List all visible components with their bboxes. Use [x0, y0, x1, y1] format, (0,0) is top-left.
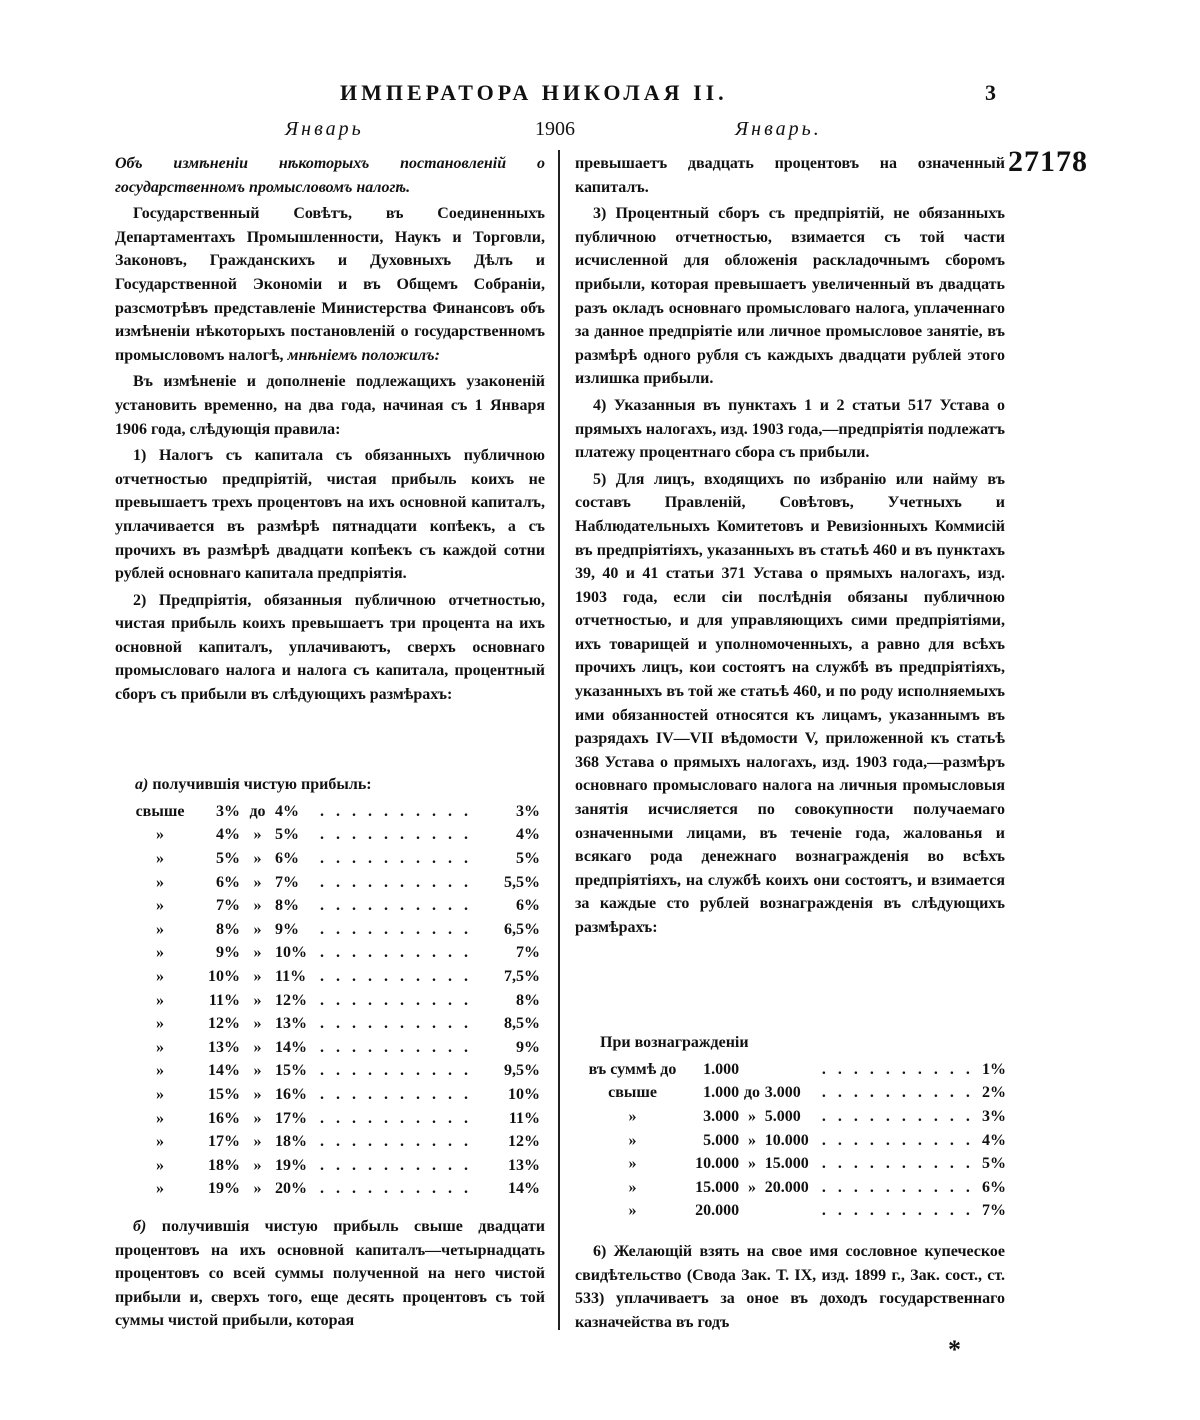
- column-divider: [558, 150, 560, 1330]
- cell-to: 5%: [275, 826, 299, 844]
- table-row: [578, 1082, 1006, 1106]
- cell-from: 10.000: [695, 1155, 740, 1173]
- leader-dots: . . . . . . . . . .: [320, 920, 472, 938]
- cell-to: 9%: [275, 920, 299, 938]
- cell-to-word: »: [253, 849, 262, 867]
- cell-from: 18%: [208, 1156, 240, 1174]
- cell-from: 5%: [216, 849, 240, 867]
- cell-rate: 3%: [982, 1107, 1006, 1125]
- cell-pre: свыше: [608, 1084, 657, 1102]
- cell-pre: »: [156, 873, 164, 891]
- table-row: [135, 1060, 540, 1084]
- table-row: [578, 1152, 1006, 1176]
- cell-to-word: »: [253, 920, 262, 938]
- table-row: [578, 1129, 1006, 1153]
- cell-to-word: [739, 1058, 765, 1082]
- cell-from: 3.000: [703, 1107, 740, 1125]
- table-row: [135, 1012, 540, 1036]
- leader-dots: . . . . . . . . . .: [320, 1156, 472, 1174]
- cell-from: 20.000: [695, 1202, 740, 1220]
- leader-dots: . . . . . . . . . .: [821, 1107, 974, 1125]
- table-row: [135, 1178, 540, 1202]
- cell-pre: »: [156, 991, 164, 1009]
- cell-pre: »: [156, 897, 164, 915]
- leader-dots: . . . . . . . . . .: [821, 1060, 974, 1078]
- cell-rate: 7%: [982, 1202, 1006, 1220]
- cell-pre: »: [156, 1109, 164, 1127]
- cell-to-word: »: [747, 1107, 756, 1125]
- paragraph-italic: мнѣніемъ положилъ:: [287, 346, 440, 364]
- label-letter: а): [135, 776, 149, 793]
- leader-dots: . . . . . . . . . .: [320, 991, 472, 1009]
- leader-dots: . . . . . . . . . .: [320, 1015, 472, 1033]
- paragraph: [115, 202, 545, 367]
- cell-rate: 6,5%: [504, 920, 540, 938]
- cell-to: 13%: [275, 1015, 307, 1033]
- cell-rate: 7%: [516, 944, 540, 962]
- cell-from: 1.000: [703, 1084, 740, 1102]
- cell-rate: 3%: [516, 802, 540, 820]
- law-number: 27178: [1008, 145, 1088, 178]
- leader-dots: . . . . . . . . . .: [320, 1180, 472, 1198]
- leader-dots: . . . . . . . . . .: [320, 826, 472, 844]
- cell-rate: 5,5%: [504, 873, 540, 891]
- table-row: [135, 1083, 540, 1107]
- cell-pre: »: [628, 1155, 637, 1173]
- cell-from: 8%: [216, 920, 240, 938]
- paragraph-item-2: 2) Предпріятія, обязанныя публичною отчетностью, чистая прибыль коихъ превышаетъ три процента на ихъ основной капиталъ, уплачиваютъ, сверхъ основнаго промысловаго налога и налога съ капитала, процентный сборъ съ прибыли въ слѣдующихъ размѣрахъ:: [115, 591, 545, 704]
- paragraph-item-6: 6) Желающій взять на свое имя сословное купеческое свидѣтельство (Свода Зак. Т. IX, изд. 1899 г., Зак. сост., ст. 533) уплачиваетъ за оное въ доходъ государственнаго казначейства въ годъ: [575, 1243, 1005, 1331]
- cell-to-word: »: [747, 1178, 756, 1196]
- leader-dots: . . . . . . . . . .: [821, 1131, 974, 1149]
- cell-from: 15.000: [695, 1178, 740, 1196]
- leader-dots: . . . . . . . . . .: [320, 967, 472, 985]
- table-row: [135, 1130, 540, 1154]
- leader-dots: . . . . . . . . . .: [320, 1133, 472, 1151]
- cell-to-word: »: [747, 1155, 756, 1173]
- cell-rate: 6%: [982, 1178, 1006, 1196]
- leader-dots: . . . . . . . . . .: [821, 1202, 974, 1220]
- leader-dots: . . . . . . . . . .: [320, 1109, 472, 1127]
- cell-to: 20.000: [764, 1178, 809, 1196]
- cell-from: 4%: [216, 826, 240, 844]
- cell-to-word: »: [253, 873, 262, 891]
- cell-pre: въ суммѣ до: [588, 1060, 677, 1078]
- table-row: [135, 800, 540, 824]
- cell-pre: »: [628, 1178, 637, 1196]
- cell-rate: 8,5%: [504, 1015, 540, 1033]
- cell-from: 13%: [208, 1038, 240, 1056]
- cell-pre: »: [156, 1038, 164, 1056]
- paragraph: Въ измѣненіе и дополненіе подлежащихъ узаконеній установить временно, на два года, начиная съ 1 Января 1906 года, слѣдующія правила:: [115, 373, 545, 438]
- paragraph-item-3: 3) Процентный сборъ съ предпріятій, не обязанныхъ публичною отчетностью, взимается съ той части исчисленной для обложенія раскладочнымъ сборомъ прибыли, которая превышаетъ увеличенный въ двадцать разъ окладъ основнаго промысловаго налога, уплаченнаго за данное предпріятіе или личное промысловое занятіе, въ размѣрѣ одного рубля съ каждыхъ двадцати рублей этого излишка прибыли.: [575, 205, 1005, 388]
- cell-rate: 10%: [508, 1085, 540, 1103]
- cell-to-word: »: [253, 1109, 262, 1127]
- leader-dots: . . . . . . . . . .: [320, 1085, 472, 1103]
- page-header-title: ИМПЕРАТОРА НИКОЛАЯ II.: [340, 80, 728, 105]
- cell-to: 15%: [275, 1062, 307, 1080]
- paragraph-item-4: 4) Указанныя въ пунктахъ 1 и 2 статьи 517 Устава о прямыхъ налогахъ, изд. 1903 года,—предпріятія подлежатъ платежу процентнаго сбора съ прибыли.: [575, 396, 1005, 462]
- cell-to: 6%: [275, 849, 299, 867]
- cell-to-word: до: [249, 802, 266, 820]
- cell-rate: 9%: [516, 1038, 540, 1056]
- cell-pre: »: [156, 1180, 164, 1198]
- cell-to: 20%: [275, 1180, 307, 1198]
- footnote-asterisk: *: [948, 1335, 961, 1364]
- cell-rate: 2%: [982, 1084, 1006, 1102]
- cell-from: 15%: [208, 1085, 240, 1103]
- cell-to-word: »: [253, 1015, 262, 1033]
- cell-to-word: »: [253, 944, 262, 962]
- table-row: [578, 1200, 1006, 1224]
- cell-to-word: »: [253, 991, 262, 1009]
- cell-to: [765, 1058, 822, 1082]
- cell-to-word: »: [253, 1180, 262, 1198]
- cell-rate: 1%: [982, 1060, 1006, 1078]
- cell-from: 14%: [208, 1062, 240, 1080]
- salary-table-label: При вознагражденіи: [600, 1034, 749, 1051]
- salary-rate-table: [578, 1058, 1006, 1223]
- leader-dots: . . . . . . . . . .: [320, 944, 472, 962]
- cell-from: 16%: [208, 1109, 240, 1127]
- leader-dots: . . . . . . . . . .: [320, 873, 472, 891]
- cell-to: 17%: [275, 1109, 307, 1127]
- cell-to-word: »: [253, 1038, 262, 1056]
- paragraph: превышаетъ двадцать процентовъ на означенный капиталъ.: [575, 155, 1005, 196]
- cell-pre: »: [156, 826, 164, 844]
- leader-dots: . . . . . . . . . .: [821, 1084, 974, 1102]
- leader-dots: . . . . . . . . . .: [821, 1178, 974, 1196]
- paragraph-item-b: [115, 1215, 545, 1333]
- cell-pre: свыше: [135, 802, 185, 820]
- cell-to: 16%: [275, 1085, 307, 1103]
- cell-to-word: »: [253, 897, 262, 915]
- cell-rate: 6%: [516, 897, 540, 915]
- label-text: получившія чистую прибыль:: [152, 776, 372, 793]
- cell-rate: 5%: [516, 849, 540, 867]
- cell-to: 3.000: [764, 1084, 801, 1102]
- paragraph-item-1: 1) Налогъ съ капитала съ обязанныхъ публичною отчетностью предпріятій, чистая прибыль коихъ не превышаетъ трехъ процентовъ на ихъ основной капиталъ, уплачивается въ размѣрѣ пятнадцати копѣекъ, а съ прочихъ въ размѣрѣ двадцати копѣекъ съ каждой сотни рублей основнаго капитала предпріятія.: [115, 447, 545, 583]
- cell-from: 9%: [216, 944, 240, 962]
- cell-pre: »: [156, 920, 164, 938]
- leader-dots: . . . . . . . . . .: [320, 1038, 472, 1056]
- table-row: [135, 942, 540, 966]
- leader-dots: . . . . . . . . . .: [320, 1062, 472, 1080]
- cell-to: 14%: [275, 1038, 307, 1056]
- cell-from: 19%: [208, 1180, 240, 1198]
- cell-from: 5.000: [703, 1131, 740, 1149]
- cell-rate: 9,5%: [504, 1062, 540, 1080]
- table-row: [135, 824, 540, 848]
- cell-to: [765, 1200, 822, 1224]
- cell-from: 7%: [216, 897, 240, 915]
- cell-pre: »: [628, 1131, 637, 1149]
- cell-from: 3%: [216, 802, 240, 820]
- table-row: [135, 989, 540, 1013]
- table-row: [135, 894, 540, 918]
- paragraph-text: получившія чистую прибыль свыше двадцати процентовъ на ихъ основной капиталъ—четырнадцать процентовъ со всей суммы полученной на него чистой прибыли и, сверхъ того, еще десять процентовъ съ той суммы чистой прибыли, которая: [115, 1218, 546, 1330]
- month-left: Январь: [285, 118, 364, 140]
- cell-to: 18%: [275, 1133, 307, 1151]
- table-row: [578, 1176, 1006, 1200]
- cell-to-word: »: [747, 1131, 756, 1149]
- leader-dots: . . . . . . . . . .: [821, 1155, 974, 1173]
- table-row: [135, 965, 540, 989]
- page-number: 3: [985, 80, 996, 105]
- paragraph-item-5: 5) Для лицъ, входящихъ по избранію или найму въ составъ Правленій, Совѣтовъ, Учетныхъ и Наблюдательныхъ Комитетовъ и Ревизіонныхъ Коммисій въ предпріятіяхъ, указанныхъ въ статьѣ 460 и въ пунктахъ 39, 40 и 41 статьи 371 Устава о прямыхъ налогахъ, изд. 1903 года, если сіи послѣднія обязаны публичною отчетностью, и для управляющихъ сими предпріятіями, ихъ товарищей и уполномоченныхъ, а равно для всѣхъ прочихъ лицъ, кои состоятъ на службѣ въ предпріятіяхъ, указанныхъ въ той же статьѣ 460, и по роду исполняемыхъ ими обязанностей относятся къ лицамъ, указаннымъ въ разрядахъ IV—VII вѣдомости V, приложенной къ статьѣ 368 Устава о прямыхъ налогахъ, изд. 1903 года,—размѣръ основнаго промысловаго налога на личныя промысловыя занятія исчисляется по совокупности получаемаго означенными лицами, въ теченіе года, жалованья и всякаго рода денежнаго вознагражденія во всѣхъ предпріятіяхъ, на службѣ коихъ они состоятъ, и взимается за каждые сто рублей вознагражденія въ слѣдующихъ размѣрахъ:: [575, 470, 1005, 936]
- cell-pre: »: [156, 849, 164, 867]
- cell-pre: »: [156, 1133, 164, 1151]
- cell-rate: 4%: [516, 826, 540, 844]
- right-bottom: [575, 1240, 1005, 1337]
- cell-to: 19%: [275, 1156, 307, 1174]
- cell-to: 15.000: [764, 1155, 809, 1173]
- cell-to-word: »: [253, 826, 262, 844]
- cell-to-word: »: [253, 1085, 262, 1103]
- cell-to: 8%: [275, 897, 299, 915]
- label-letter: б): [133, 1218, 147, 1235]
- left-bottom: [115, 1215, 545, 1336]
- cell-to: 4%: [275, 802, 299, 820]
- table-row: [135, 871, 540, 895]
- cell-to: 11%: [275, 967, 307, 985]
- table-row: [135, 1036, 540, 1060]
- leader-dots: . . . . . . . . . .: [320, 849, 472, 867]
- cell-to-word: »: [253, 1133, 262, 1151]
- cell-to-word: [739, 1200, 765, 1224]
- cell-to: 10.000: [764, 1131, 809, 1149]
- cell-pre: »: [156, 1156, 164, 1174]
- month-right: Январь.: [735, 118, 822, 140]
- cell-to: 10%: [275, 944, 307, 962]
- paragraph-text: Государственный Совѣтъ, въ Соединенныхъ Департаментахъ Промышленности, Наукъ и Торговли, Законовъ, Гражданскихъ и Духовныхъ Дѣлъ и Государственной Экономіи и въ Общемъ Собраніи, разсмотрѣвъ представленіе Министерства Финансовъ объ измѣненіи нѣкоторыхъ постановленій о государственномъ промысловомъ налогѣ,: [115, 205, 545, 364]
- cell-to-word: до: [743, 1084, 760, 1102]
- table-row: [578, 1105, 1006, 1129]
- table-row: [135, 1107, 540, 1131]
- cell-from: 6%: [216, 873, 240, 891]
- cell-pre: »: [156, 1062, 164, 1080]
- cell-from: 11%: [208, 991, 240, 1009]
- cell-pre: »: [628, 1202, 637, 1220]
- profit-rate-table: [135, 800, 540, 1201]
- cell-to: 5.000: [764, 1107, 801, 1125]
- right-column: [575, 152, 1005, 943]
- cell-pre: »: [628, 1107, 637, 1125]
- cell-rate: 14%: [508, 1180, 540, 1198]
- table-row: [135, 847, 540, 871]
- cell-to-word: »: [253, 967, 262, 985]
- table-row: [135, 1154, 540, 1178]
- cell-pre: »: [156, 944, 164, 962]
- cell-rate: 8%: [516, 991, 540, 1009]
- left-column: [115, 152, 545, 710]
- cell-from: 12%: [208, 1015, 240, 1033]
- cell-from: 10%: [208, 967, 240, 985]
- table-row: [135, 918, 540, 942]
- cell-pre: »: [156, 1015, 164, 1033]
- profit-table-label: [135, 776, 372, 794]
- table-row: [578, 1058, 1006, 1082]
- cell-to: 7%: [275, 873, 299, 891]
- leader-dots: . . . . . . . . . .: [320, 802, 472, 820]
- cell-rate: 13%: [508, 1156, 540, 1174]
- cell-pre: »: [156, 1085, 164, 1103]
- cell-to: 12%: [275, 991, 307, 1009]
- cell-from: 1.000: [703, 1060, 740, 1078]
- cell-rate: 5%: [982, 1155, 1006, 1173]
- law-heading: Объ измѣненіи нѣкоторыхъ постановленій о государственномъ промысловомъ налогѣ.: [115, 155, 545, 196]
- cell-to-word: »: [253, 1156, 262, 1174]
- cell-rate: 4%: [982, 1131, 1006, 1149]
- year: 1906: [535, 118, 575, 140]
- leader-dots: . . . . . . . . . .: [320, 897, 472, 915]
- cell-pre: »: [156, 967, 164, 985]
- cell-from: 17%: [208, 1133, 240, 1151]
- cell-rate: 11%: [508, 1109, 540, 1127]
- cell-rate: 12%: [508, 1133, 540, 1151]
- cell-to-word: »: [253, 1062, 262, 1080]
- cell-rate: 7,5%: [504, 967, 540, 985]
